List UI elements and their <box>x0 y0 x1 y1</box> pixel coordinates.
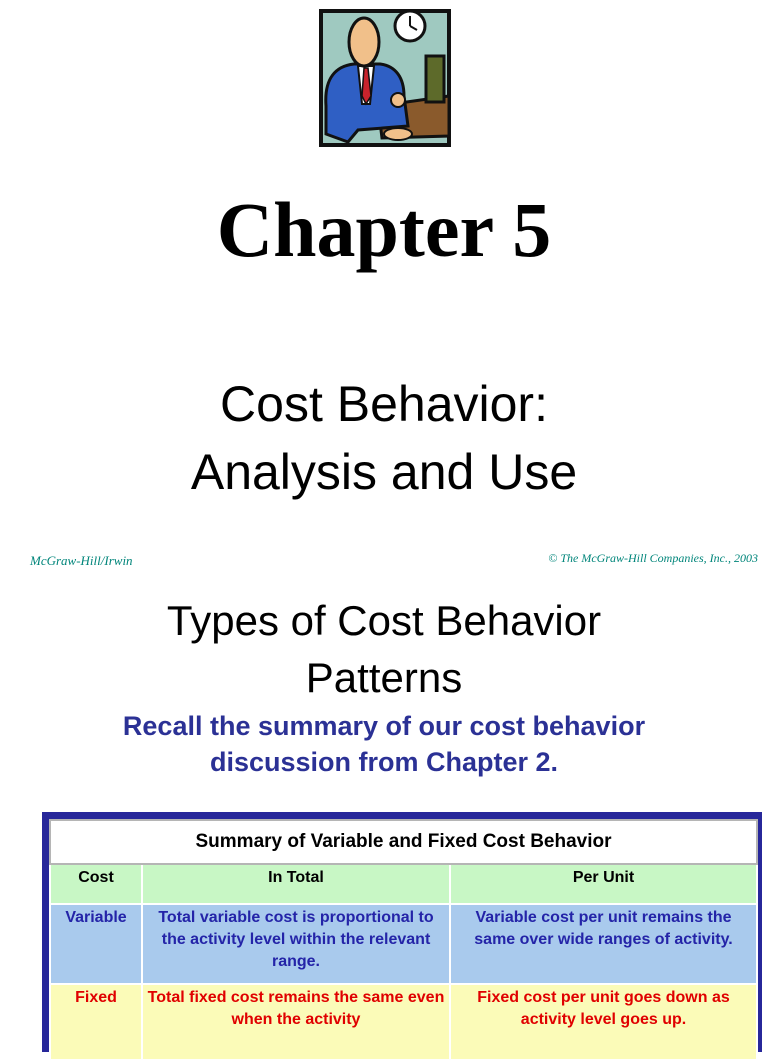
header-per-unit: Per Unit <box>450 864 757 904</box>
summary-table-frame <box>42 812 762 1052</box>
cell-variable-total: Total variable cost is proportional to the activity level within the relevant range. <box>142 904 450 984</box>
subtitle-line-1: Cost Behavior: <box>220 376 548 432</box>
cell-fixed-label: Fixed <box>50 984 142 1060</box>
table-caption: Summary of Variable and Fixed Cost Behavior <box>50 820 757 864</box>
recall-line-2: discussion from Chapter 2. <box>209 747 559 777</box>
chapter-title: Chapter 5 <box>216 186 552 273</box>
businessman-clipart <box>318 8 452 148</box>
recall-line-1: Recall the summary of our cost behavior <box>122 711 646 741</box>
table-row-fixed <box>50 984 757 1060</box>
summary-table <box>49 819 758 1061</box>
header-in-total: In Total <box>142 864 450 904</box>
table-header-row <box>50 864 757 904</box>
cell-fixed-total: Total fixed cost remains the same even when the activity <box>142 984 450 1060</box>
publisher-footer: McGraw-Hill/Irwin <box>30 553 133 568</box>
cell-variable-per-unit: Variable cost per unit remains the same over wide ranges of activity. <box>450 904 757 984</box>
cell-fixed-per-unit: Fixed cost per unit goes down as activity level goes up. <box>450 984 757 1060</box>
cell-variable-label: Variable <box>50 904 142 984</box>
slide-title-line-1: Types of Cost Behavior <box>166 597 602 644</box>
copyright-footer: © The McGraw-Hill Companies, Inc., 2003 <box>548 551 758 565</box>
table-row-variable <box>50 904 757 984</box>
header-cost: Cost <box>50 864 142 904</box>
slide-title-line-2: Patterns <box>305 654 463 701</box>
subtitle-line-2: Analysis and Use <box>190 444 578 500</box>
